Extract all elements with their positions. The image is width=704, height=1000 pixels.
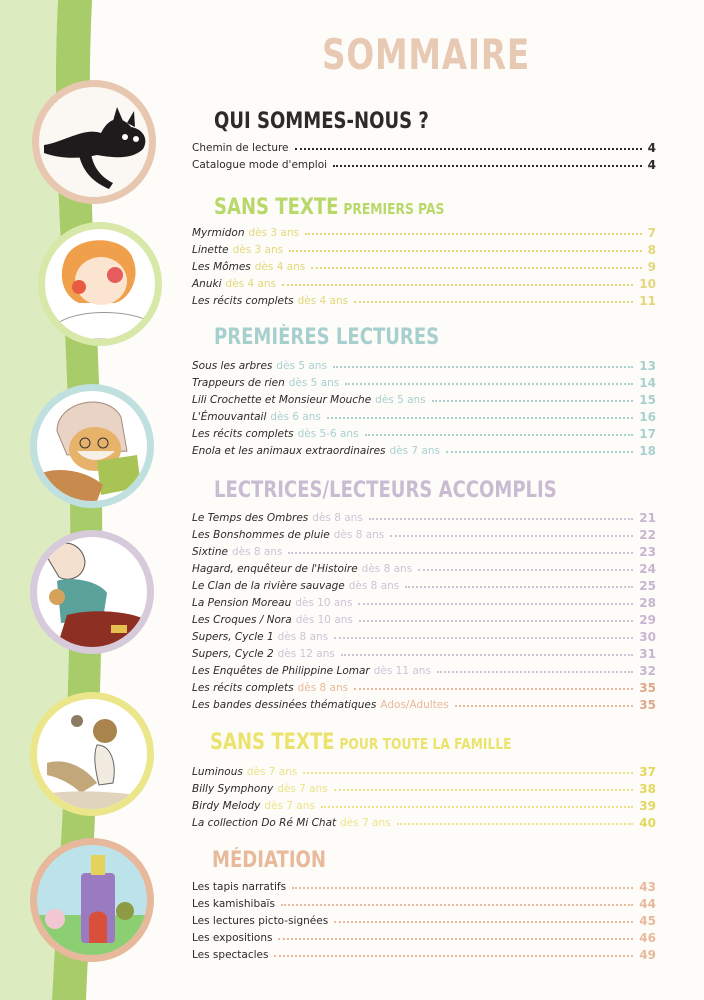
dot-leader xyxy=(369,518,634,520)
toc-entry-title xyxy=(192,510,363,526)
toc-entry-title xyxy=(192,629,328,645)
dot-leader xyxy=(418,569,633,571)
toc-entry-title xyxy=(192,157,327,173)
toc-entry[interactable] xyxy=(192,815,656,831)
dot-leader xyxy=(397,823,634,825)
entry-page-number: 18 xyxy=(639,444,656,458)
toc-entry[interactable] xyxy=(192,798,656,814)
dot-leader xyxy=(303,772,633,774)
entry-name: Supers, Cycle 1 xyxy=(192,631,274,643)
entry-name: L'Émouvantail xyxy=(192,411,267,423)
entry-name: Birdy Melody xyxy=(192,800,261,812)
entry-age: dès 10 ans xyxy=(295,614,353,626)
illustration-old-reader xyxy=(30,384,154,508)
entry-page-number: 49 xyxy=(639,948,656,962)
dot-leader xyxy=(432,400,634,402)
toc-entry-title xyxy=(192,527,384,543)
entry-page-number: 23 xyxy=(639,545,656,559)
toc-entry-title xyxy=(192,879,286,895)
entry-name: Les lectures picto-signées xyxy=(192,915,329,927)
toc-entry-title xyxy=(192,781,328,797)
dot-leader xyxy=(437,671,633,673)
entry-page-number: 30 xyxy=(639,630,656,644)
entry-page-number: 22 xyxy=(639,528,656,542)
toc-entry[interactable] xyxy=(192,612,656,628)
section-title-main: SANS TEXTE xyxy=(210,730,335,755)
toc-entry-title xyxy=(192,680,348,696)
entry-name: Les spectacles xyxy=(192,949,269,961)
toc-entry-title xyxy=(192,293,348,309)
toc-entry[interactable] xyxy=(192,947,656,963)
entry-name: Chemin de lecture xyxy=(192,142,289,154)
dot-leader xyxy=(289,250,642,252)
entry-page-number: 7 xyxy=(647,226,656,240)
entry-name: Anuki xyxy=(192,278,222,290)
section-title-lecteurs-accomplis: LECTRICES/LECTEURS ACCOMPLIS xyxy=(214,478,557,503)
entry-name: Billy Symphony xyxy=(192,783,274,795)
toc-entry-title xyxy=(192,663,431,679)
toc-entry-title xyxy=(192,913,328,929)
entry-page-number: 45 xyxy=(639,914,656,928)
toc-entry[interactable] xyxy=(192,426,656,442)
toc-entry[interactable] xyxy=(192,896,656,912)
dot-leader xyxy=(345,383,633,385)
entry-name: Les kamishibaïs xyxy=(192,898,275,910)
entry-name: Les expositions xyxy=(192,932,273,944)
dot-leader xyxy=(334,789,634,791)
entry-page-number: 14 xyxy=(639,376,656,390)
section-subtitle: POUR TOUTE LA FAMILLE xyxy=(339,735,512,753)
entry-name: Les récits complets xyxy=(192,682,294,694)
entry-name: Les récits complets xyxy=(192,295,294,307)
entry-age: dès 5 ans xyxy=(288,377,340,389)
toc-entry-title xyxy=(192,815,391,831)
toc-entry[interactable] xyxy=(192,358,656,374)
toc-entry-title xyxy=(192,426,359,442)
toc-entry[interactable] xyxy=(192,392,656,408)
entry-page-number: 29 xyxy=(639,613,656,627)
entry-page-number: 38 xyxy=(639,782,656,796)
dot-leader xyxy=(359,620,633,622)
toc-entry[interactable] xyxy=(192,375,656,391)
dot-leader xyxy=(333,366,633,368)
toc-entry[interactable] xyxy=(192,276,656,292)
entry-age: dès 5 ans xyxy=(375,394,426,406)
dot-leader xyxy=(405,586,633,588)
entry-page-number: 32 xyxy=(639,664,656,678)
illustration-boy-on-sofa xyxy=(30,530,154,654)
entry-page-number: 28 xyxy=(639,596,656,610)
entry-page-number: 31 xyxy=(639,647,656,661)
entry-age: dès 8 ans xyxy=(361,563,413,575)
toc-entry[interactable] xyxy=(192,680,656,696)
illustration-purple-castle xyxy=(30,838,154,962)
toc-entry[interactable] xyxy=(192,225,656,241)
toc-entry[interactable] xyxy=(192,646,656,662)
toc-entry[interactable] xyxy=(192,930,656,946)
entry-age: dès 7 ans xyxy=(389,445,441,457)
toc-entry[interactable] xyxy=(192,561,656,577)
dot-leader xyxy=(288,552,633,554)
illustration-black-cat xyxy=(32,80,156,204)
toc-entry[interactable] xyxy=(192,510,656,526)
toc-entry-title xyxy=(192,375,339,391)
entry-page-number: 4 xyxy=(647,158,656,172)
toc-entry-title xyxy=(192,561,412,577)
entry-page-number: 24 xyxy=(639,562,656,576)
entry-name: Linette xyxy=(192,244,229,256)
toc-entry-title xyxy=(192,242,283,258)
entry-page-number: 39 xyxy=(639,799,656,813)
entry-name: Lili Crochette et Monsieur Mouche xyxy=(192,394,372,406)
dot-leader xyxy=(358,603,633,605)
entry-name: Trappeurs de rien xyxy=(192,377,285,389)
entry-name: Hagard, enquêteur de l'Histoire xyxy=(192,563,358,575)
entry-name: Sous les arbres xyxy=(192,360,273,372)
entry-name: Enola et les animaux extraordinaires xyxy=(192,445,386,457)
section-title-main: SANS TEXTE xyxy=(214,195,339,220)
entry-age: dès 4 ans xyxy=(297,295,349,307)
toc-entry-title xyxy=(192,697,449,713)
section-title-qui-sommes-nous: QUI SOMMES-NOUS ? xyxy=(214,109,429,134)
entry-age: dès 7 ans xyxy=(277,783,328,795)
dot-leader xyxy=(365,434,634,436)
dot-leader xyxy=(354,301,633,303)
toc-entry[interactable] xyxy=(192,527,656,543)
entry-name: Les Enquêtes de Philippine Lomar xyxy=(192,665,370,677)
dot-leader xyxy=(327,417,633,419)
entry-age: dès 8 ans xyxy=(348,580,400,592)
toc-entry-title xyxy=(192,646,335,662)
entry-name: Sixtine xyxy=(192,546,228,558)
entry-name: Les tapis narratifs xyxy=(192,881,287,893)
toc-entry-title xyxy=(192,409,321,425)
dot-leader xyxy=(281,904,633,906)
entry-name: Myrmidon xyxy=(192,227,245,239)
entry-age: dès 12 ans xyxy=(277,648,335,660)
entry-page-number: 46 xyxy=(639,931,656,945)
entry-age: dès 3 ans xyxy=(248,227,299,239)
entry-age: Ados/Adultes xyxy=(380,699,449,711)
entry-page-number: 4 xyxy=(647,141,656,155)
entry-name: Les Croques / Nora xyxy=(192,614,292,626)
dot-leader xyxy=(295,148,642,150)
toc-entry[interactable] xyxy=(192,293,656,309)
entry-page-number: 25 xyxy=(639,579,656,593)
toc-entry-title xyxy=(192,578,399,594)
entry-name: La Pension Moreau xyxy=(192,597,292,609)
entry-age: dès 8 ans xyxy=(312,512,363,524)
toc-entry-title xyxy=(192,259,305,275)
entry-age: dès 11 ans xyxy=(373,665,431,677)
toc-entry[interactable] xyxy=(192,595,656,611)
toc-entry-title xyxy=(192,764,297,780)
entry-page-number: 43 xyxy=(639,880,656,894)
toc-entry[interactable] xyxy=(192,140,656,156)
entry-page-number: 15 xyxy=(639,393,656,407)
toc-entry[interactable] xyxy=(192,879,656,895)
entry-name: Le Clan de la rivière sauvage xyxy=(192,580,345,592)
entry-age: dès 5-6 ans xyxy=(297,428,359,440)
entry-name: La collection Do Ré Mi Chat xyxy=(192,817,337,829)
toc-entry[interactable] xyxy=(192,409,656,425)
dot-leader xyxy=(274,955,633,957)
entry-name: Les bandes dessinées thématiques xyxy=(192,699,377,711)
section-title-mediation: MÉDIATION xyxy=(212,848,326,873)
dot-leader xyxy=(455,705,634,707)
entry-page-number: 40 xyxy=(639,816,656,830)
toc-entry[interactable] xyxy=(192,242,656,258)
entry-name: Le Temps des Ombres xyxy=(192,512,309,524)
dot-leader xyxy=(333,165,642,167)
toc-entry-title xyxy=(192,896,275,912)
toc-entry-title xyxy=(192,947,268,963)
entry-age: dès 8 ans xyxy=(297,682,349,694)
entry-age: dès 3 ans xyxy=(232,244,284,256)
dot-leader xyxy=(321,806,633,808)
toc-entry[interactable] xyxy=(192,443,656,459)
dot-leader xyxy=(354,688,633,690)
toc-entry-title xyxy=(192,443,440,459)
dot-leader xyxy=(282,284,633,286)
dot-leader xyxy=(341,654,633,656)
entry-page-number: 11 xyxy=(639,294,656,308)
toc-entry[interactable] xyxy=(192,913,656,929)
entry-page-number: 10 xyxy=(639,277,656,291)
toc-entry[interactable] xyxy=(192,764,656,780)
section-title-premieres-lectures: PREMIÈRES LECTURES xyxy=(214,325,440,350)
entry-age: dès 8 ans xyxy=(277,631,329,643)
entry-age: dès 7 ans xyxy=(340,817,391,829)
toc-entry-title xyxy=(192,140,289,156)
section-title-sans-texte xyxy=(214,195,444,220)
toc-entry-title xyxy=(192,595,352,611)
toc-entry[interactable] xyxy=(192,697,656,713)
toc-entry[interactable] xyxy=(192,157,656,173)
entry-age: dès 5 ans xyxy=(276,360,327,372)
entry-age: dès 8 ans xyxy=(333,529,385,541)
dot-leader xyxy=(446,451,633,453)
entry-page-number: 21 xyxy=(639,511,656,525)
toc-entry-title xyxy=(192,612,353,628)
toc-entry-title xyxy=(192,392,426,408)
entry-page-number: 13 xyxy=(639,359,656,373)
entry-page-number: 37 xyxy=(639,765,656,779)
entry-age: dès 4 ans xyxy=(225,278,277,290)
toc-entry[interactable] xyxy=(192,259,656,275)
toc-entry[interactable] xyxy=(192,578,656,594)
entry-name: Catalogue mode d'emploi xyxy=(192,159,328,171)
entry-page-number: 16 xyxy=(639,410,656,424)
dot-leader xyxy=(390,535,633,537)
dot-leader xyxy=(278,938,633,940)
page-title: SOMMAIRE xyxy=(322,30,531,79)
toc-entry[interactable] xyxy=(192,663,656,679)
entry-page-number: 17 xyxy=(639,427,656,441)
toc-entry-title xyxy=(192,358,327,374)
entry-name: Les Mômes xyxy=(192,261,251,273)
entry-page-number: 35 xyxy=(639,698,656,712)
section-title-sans-texte-famille xyxy=(210,730,512,755)
illustration-redhead-girl xyxy=(38,222,162,346)
toc-entry-title xyxy=(192,276,276,292)
entry-age: dès 7 ans xyxy=(246,766,298,778)
dot-leader xyxy=(311,267,641,269)
dot-leader xyxy=(305,233,642,235)
toc-entry[interactable] xyxy=(192,629,656,645)
entry-age: dès 7 ans xyxy=(264,800,315,812)
entry-age: dès 8 ans xyxy=(231,546,283,558)
entry-page-number: 9 xyxy=(647,260,656,274)
dot-leader xyxy=(334,921,633,923)
entry-page-number: 8 xyxy=(647,243,656,257)
entry-name: Luminous xyxy=(192,766,243,778)
toc-entry[interactable] xyxy=(192,544,656,560)
toc-entry-title xyxy=(192,225,299,241)
section-subtitle: PREMIERS PAS xyxy=(343,200,445,218)
entry-page-number: 35 xyxy=(639,681,656,695)
dot-leader xyxy=(292,887,633,889)
entry-name: Les récits complets xyxy=(192,428,294,440)
illustration-acrobats xyxy=(30,692,154,816)
toc-entry-title xyxy=(192,798,315,814)
entry-name: Supers, Cycle 2 xyxy=(192,648,274,660)
entry-age: dès 10 ans xyxy=(295,597,353,609)
toc-entry-title xyxy=(192,930,272,946)
toc-entry[interactable] xyxy=(192,781,656,797)
entry-age: dès 6 ans xyxy=(270,411,321,423)
dot-leader xyxy=(334,637,633,639)
entry-page-number: 44 xyxy=(639,897,656,911)
entry-name: Les Bonshommes de pluie xyxy=(192,529,330,541)
entry-age: dès 4 ans xyxy=(254,261,306,273)
toc-entry-title xyxy=(192,544,282,560)
